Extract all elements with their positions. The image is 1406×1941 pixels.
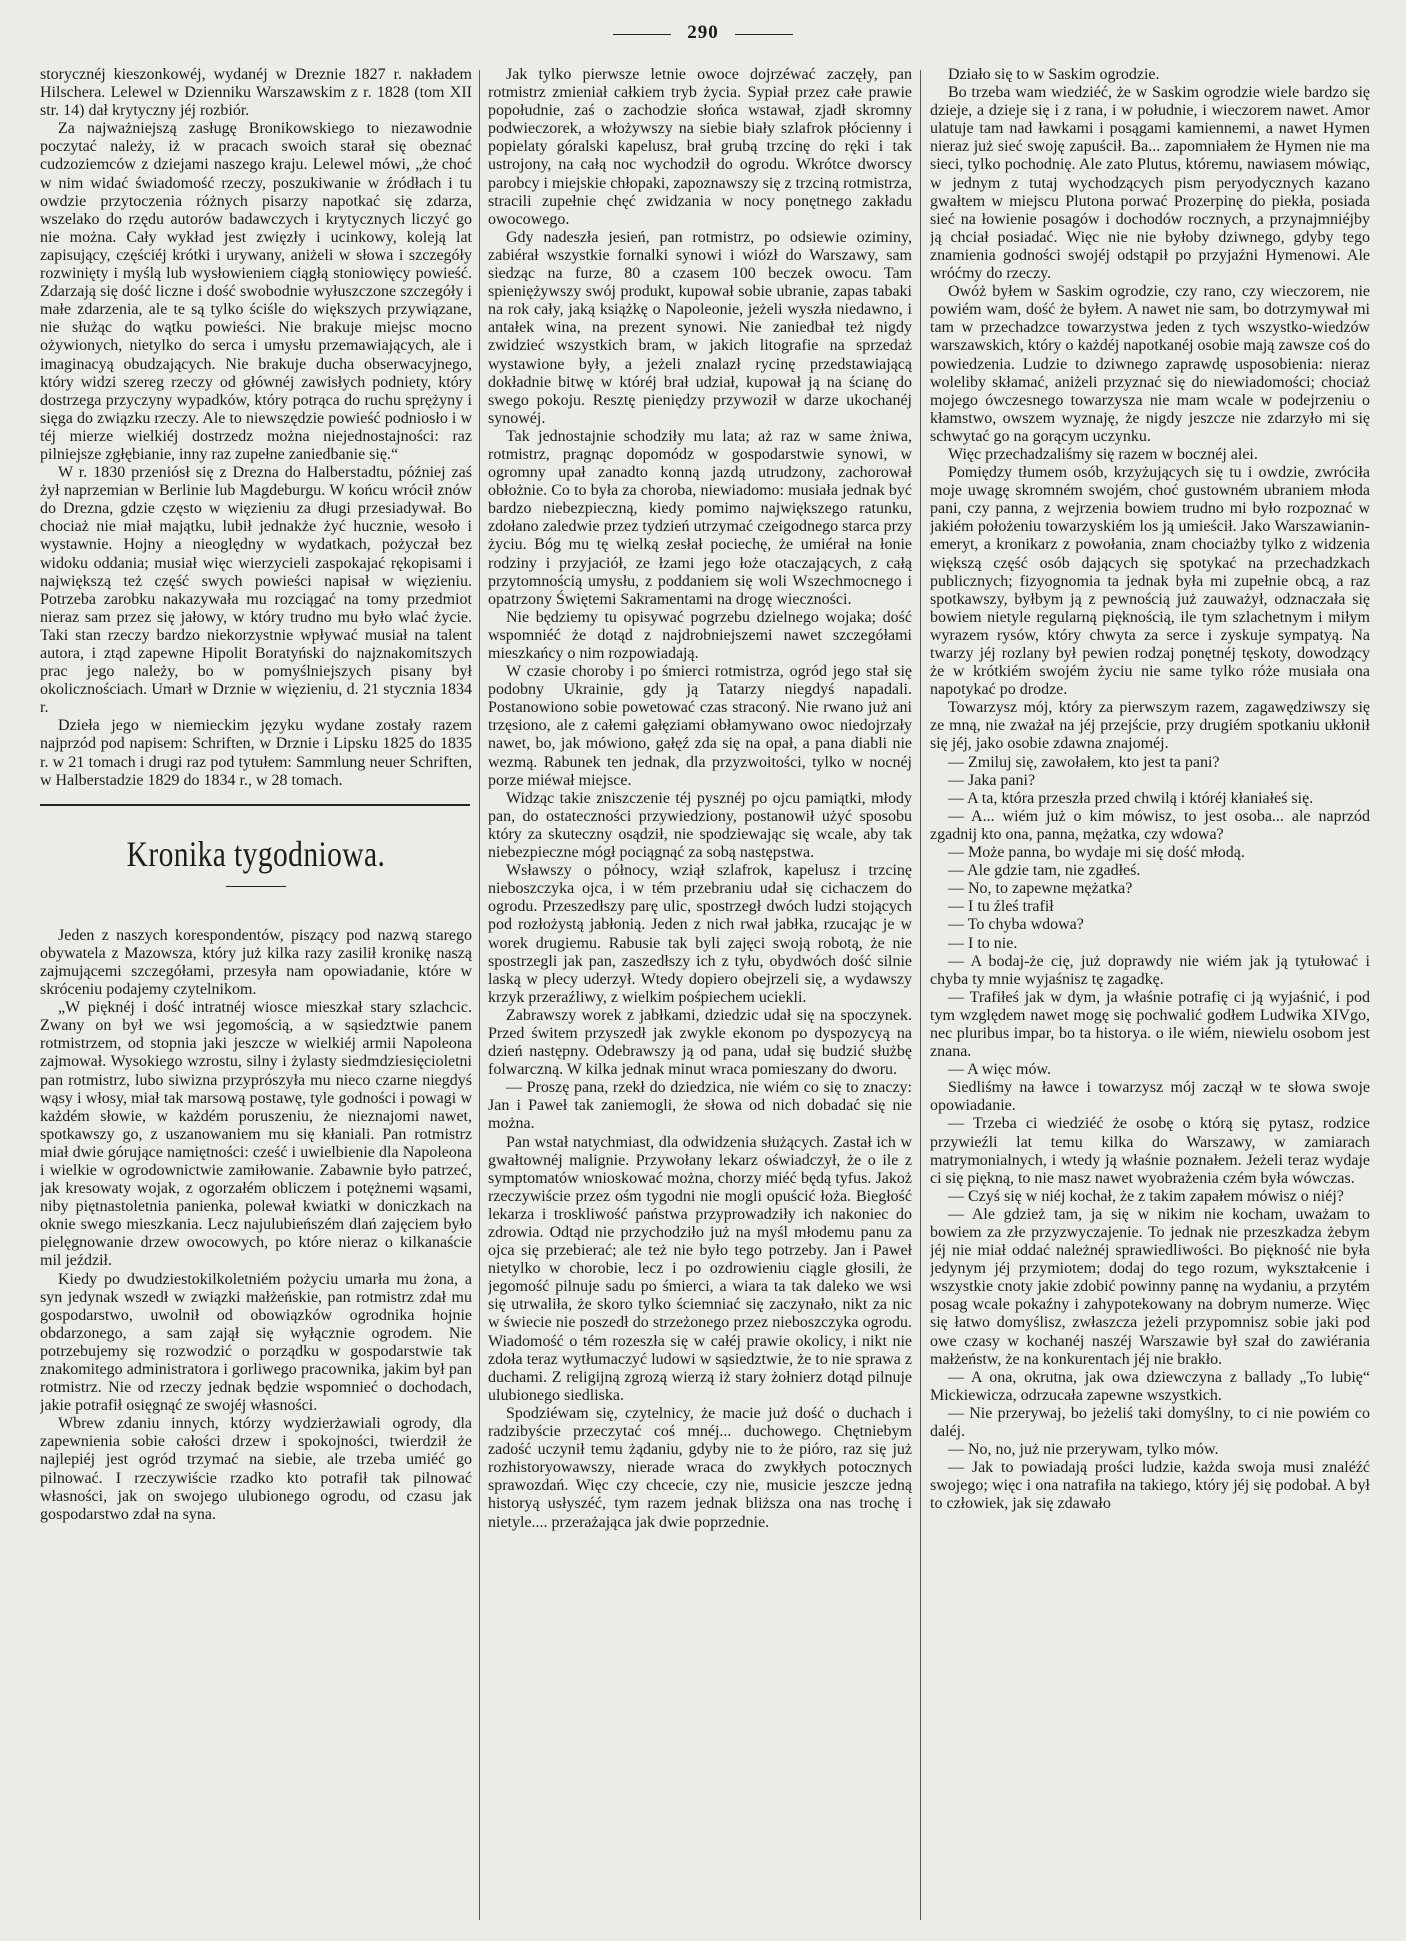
paragraph: Bo trzeba wam wiedziéć, że w Saskim ogrodzie wiele bardzo się dzieje, a dzieje się i z rana, i w południe, i wieczorem nawet. Amor ulatuje tam nad ławkami i posągami kamiennemi, a nawet Hymen nieraz już sieć swoję zapuścił. Ba... zapomniałem że Hymen nie ma sieci, tylko pochodnię. Ale zato Plutus, któremu, nawiasem mówiąc, w jednym z tutaj wychodzących pism peryodycznych kazano gwałtem w miejscu Plutona porwać Prozerpinę do piekła, posiada sieć na łowienie posagów i dochodów rocznych, a przynajmniéjby ją chciał posiadać. Więc nie nie byłoby dziwnego, gdyby tego znamienia godności swojéj odstąpił po przyjaźni Hymenowi. Ale wróćmy do rzeczy. (930, 84, 1370, 283)
right-column (930, 66, 1370, 1926)
middle-column (488, 66, 912, 1926)
paragraph: Działo się to w Saskim ogrodzie. (948, 66, 1160, 83)
paragraph: W czasie choroby i po śmierci rotmistrza, ogród jego stał się podobny Ukrainie, gdy ją Tatarzy niegdyś napadali. Postanowiono sobie powetować czas straconý. Nie rwano już ani trzęsiono, ale z całemi gałęziami obłamywano owoc niedojrzały nawet, bo, jak mówiono, gałęź zda się na opał, a pana diabli nie wezmą. Rabunek ten jednak, dla przyzwoitości, tylko w nocnéj porze miéwał miejsce. (488, 663, 912, 789)
dialogue-line: — Trzeba ci wiedziéć że osobę o którą się pytasz, rodzice przywieźli lat temu kilka do Warszawy, w zamiarach matrymonialnych, i wtedy ją właśnie poznałem. Jeżeli teraz wydaje ci się piękną, to nie masz nawet wyobrażenia czém była wówczas. (930, 1115, 1370, 1187)
dialogue-line: — Ale gdzież tam, ja się w nikim nie kocham, uważam to bowiem za złe przyzwyczajenie. To jednak nie przeszkadza żebym jéj nie miał oddać należnéj sprawiedliwości. Bo piękność nie była jedynym jéj przymiotem; dodaj do tego rozum, wykształcenie i wszystkie cnoty jakie zdobić powinny pannę na wydaniu, a przytém posag wcale pokaźny i zahypotekowany na dobrym numerze. Więc się łatwo domyślisz, zwłaszcza jeżeli przypomnisz sobie jaki pod owe czasy w kochanéj naszéj Warszawie był szał do zawiérania małżeństw, że na konkurentach jéj nie brakło. (930, 1205, 1370, 1368)
chronicle-start (40, 927, 472, 1524)
paragraph: Wsławszy o północy, wziął szlafrok, kapelusz i trzcinę nieboszczyka ojca, i w tém przebraniu udał się cichaczem do ogrodu. Przeszedłszy parę ulic, spostrzegł dwóch ludzi stojących pod rozłożystą jabłonią. Jeden z nich rwał jabłka, rzucając je w worek drugiemu. Rabusie tak byli zajęci swoją robotą, że nie spostrzegli jak pan, zaszedłszy ich z tyłu, obydwóch dość silnie laską w plecy uderzył. Wtedy dopiero obejrzeli się, a wydawszy krzyk przeraźliwy, z wielkim pośpiechem uciekli. (488, 862, 912, 1006)
paragraph: Zabrawszy worek z jabłkami, dziedzic udał się na spoczynek. Przed świtem przyszedł jak zwykle ekonom po dyspozycyą na dzień następny. Odebrawszy ją od pana, udał się budzić służbę folwarczną. W kilka jednak minut wraca pomieszany do dworu. (488, 1006, 912, 1079)
dialogue-line: — Czyś się w niéj kochał, że z takim zapałem mówisz o niéj? (948, 1187, 1344, 1205)
paragraph: Więc przechadzaliśmy się razem w bocznéj alei. (948, 445, 1258, 463)
biography-continuation (40, 66, 472, 790)
page-number: 290 (687, 22, 719, 43)
paragraph: Tak jednostajnie schodziły mu lata; aż raz w same żniwa, rotmistrz, pragnąc dopomódz w gospodarstwie synowi, w ogromny upał zanadto konną jazdą utrudzony, zachorował obłożnie. Co to była za choroba, niewiadomo: musiała jednak być bardzo niebezpieczną, kiedy pomimo największego ratunku, zdołano zaledwie przez tydzień utrzymać czeigodnego starca przy życiu. Bóg mu tę wielką zesłał pociechę, że umiérał na łonie rodziny i przyjaciół, ze łzami jego łoże otaczających, z całą przytomnością umysłu, z poddaniem się woli Wszechmocnego i opatrzony Świętemi Sakramentami na drogę wieczności. (488, 427, 912, 608)
paragraph: Spodziéwam się, czytelnicy, że macie już dość o duchach i radzibyście przeczytać coś mnéj... duchowego. Chętniebym zadość uczynił temu żądaniu, gdyby nie to że pióro, raz się już rozhistoryowawszy, nierade wraca do zwykłych potocznych sprawozdań. Więc czy chcecie, czy nie, musicie jeszcze jedną historyą usłyszéć, tym razem jednak bliższa ona nas trochę i nietyle.... przerażająca jak dwie poprzednie. (488, 1404, 912, 1531)
dialogue-line: — Jaka pani? (948, 771, 1036, 789)
dialogue-line: — A ona, okrutna, jak owa dziewczyna z ballady „To lubię“ Mickiewicza, odrzucała zapewne wszystkich. (930, 1368, 1370, 1404)
dialogue-line: — Nie przerywaj, bo jeżeliś taki domyślny, to ci nie powiém co daléj. (930, 1404, 1370, 1441)
column-divider-2 (920, 70, 921, 1920)
dialogue-line: — Może panna, bo wydaje mi się dość młodą. (948, 844, 1245, 862)
paragraph: Jak tylko pierwsze letnie owoce dojrzéwać zaczęły, pan rotmistrz zmieniał całkiem tryb życia. Sypiał przez całe prawie popołudnie, zaś o zachodzie słońca wstawał, zjadł skromny podwieczorek, a włożywszy na siebie biały szlafrok płócienny i popielaty góralski kapelusz, brał grubą trzcinę do ręki i tak ustrojony, na całą noc wychodził do ogrodu. Wkrótce dworscy parobcy i miejskie chłopaki, zapoznawszy się z trzciną rotmistrza, stracili zupełnie chęć zwidzania w nocy ponętnego zakładu owocowego. (488, 66, 912, 228)
header-rule-right (735, 34, 793, 35)
dialogue-line: — No, no, już nie przerywam, tylko mów. (948, 1441, 1219, 1459)
paragraph: Wbrew zdaniu innych, którzy wydzierżawiali ogrody, dla zapewnienia sobie całości drzew i spokojności, twierdził że najlepiéj jest ogród trzymać na siebie, ale trzeba umiéć go pilnować. I rzeczywiście rzadko kto potrafił tak pilnować własności, jak on swojego ulubionego ogrodu, od czasu jak gospodarstwo zdał na syna. (40, 1415, 472, 1523)
paragraph: Dzieła jego w niemieckim języku wydane zostały razem najprzód pod napisem: Schriften, w Drznie i Lipsku 1825 do 1835 r. w 21 tomach i drugi raz pod tytułem: Sammlung neuer Schriften, w Halberstadzie 1829 do 1834 r., w 28 tomach. (40, 717, 472, 789)
paragraph: Siedliśmy na ławce i towarzysz mój zaczął w te słowa swoje opowiadanie. (930, 1079, 1370, 1115)
paragraph: Kiedy po dwudziestokilkoletniém pożyciu umarła mu żona, a syn jedynak wszedł w związki małżeńskie, pan rotmistrz zdał mu gospodarstwo, uwolnił od obowiązków ogrodnika hojnie obdarzonego, a sam zajął się wyłącznie ogrodem. Nie potrzebujemy się rozwodzić o porządku w gospodarstwie tak znakomitego administratora i gorliwego pracownika, jakim był pan rotmistrz. Nie od rzeczy jednak będzie wspomnieć o dochodach, jakie potrafił osięgnąć ze swojéj własności. (40, 1270, 472, 1415)
paragraph: Gdy nadeszła jesień, pan rotmistrz, po odsiewie oziminy, zabiérał wszystkie fornalki synowi i wiózł do Warszawy, sam siedząc na furze, 80 a czasem 100 beczek owocu. Tam spieniężywszy swój produkt, kupował sobie ubranie, zapas tabaki na rok cały, jaką książkę o Napoleonie, jeżeli wyszła niedawno, i antałek wina, na prezent synowi. Nie zaniedbał też nigdy zwidzieć wszystkich bram, w jakich litografie na sprzedaż wystawione były, a jeżeli znalazł rycinę przedstawiającą dokładnie bitwę w któréj brał udział, kupował ją na ścianę do swego pokoju. Resztę pieniędzy przywoził w darze ukochanéj synowéj. (488, 228, 912, 427)
dialogue-line: — A bodaj-że cię, już doprawdy nie wiém jak ją tytułować i chyba ty mnie wyjaśnisz tę zagadkę. (930, 952, 1370, 988)
section-title: Kronika tygodniowa. (126, 833, 386, 874)
paragraph: Owóż byłem w Saskim ogrodzie, czy rano, czy wieczorem, nie powiém wam, dość że byłem. A nawet nie sam, bo dotrzymywał mi tam w przechadzce towarzystwa jeden z tych wszystko-wiedzów warszawskich, który o każdéj napotkanéj osobie mają zawsze coś do powiedzenia. Ludzie to dziwnego zaprawdę usposobienia: nieraz woleliby skłamać, aniżeli przyznać się do niewiadomości; chociaż mojego ówczesnego towarzysza nie mam wcale w podejrzeniu o kłamstwo, owszem wyznaję, że nigdy jeszcze nie zdarzyło mi się schwytać go na gorącym uczynku. (930, 283, 1370, 445)
left-column (40, 66, 472, 1926)
dialogue-line: — A więc mów. (948, 1061, 1051, 1079)
dialogue-line: — Zmiluj się, zawołałem, kto jest ta pani? (948, 753, 1220, 771)
title-underline (226, 886, 286, 887)
paragraph: Towarzysz mój, który za pierwszym razem, zagawędziwszy się ze mną, nie zważał na jéj przejście, przy drugiém spotkaniu ukłonił się jéj, jako osobie zdawna znajoméj. (930, 699, 1370, 753)
dialogue-line: — Jak to powiadają prości ludzie, każda swoja musi znaléźć swojego; więc i ona natrafiła na takiego, który jéj się podobał. A był to człowiek, jak się zdawało (930, 1459, 1370, 1513)
paragraph: Za najważniejszą zasługę Bronikowskiego to niezawodnie poczytać należy, iż w pracach swoich starał się obeznać cudzoziemców z dziejami naszego kraju. Lelewel mówi, „że choć w nim widać świadomość rzeczy, poszukiwanie w źródłach i tu owdzie przytoczenia różnych pisarzy napotkać się zdarza, wszelako do rzędu autorów badawczych i krytycznych liczyć go nie można. Cały wykład jest zwięzły i ucinkowy, koleją lat zapisujący, częściéj krótki i urywany, aniżeli w słowa i szczegóły rozwinięty i myślą lub wysłowieniem ciągłą stoniowięcy powieść. Zdarzają się dość liczne i dość swobodnie wyłuszczone szczegóły i małe zdarzenia, ale te są tylko ściśle do większych przywiązane, nie służąc do wątku powieści. Nie brakuje miejsc mocno ożywionych, nietylko do serca i umysłu przemawiających, ale i imaginacyą obudzających. Nie brakuje ducha obserwacyjnego, który widzi szereg rzeczy od głównéj zawisłych podniety, który dostrzega przyczyny wypadków, który potrąca do ruchu sprężyny i sięga do związku rzeczy. Ale to niewszędzie powieść podniosło i w téj mierze wielkiéj dostrzedz można niejednostajności: raz pilniejsze zgłębianie, inny raz zupełne zaniedbanie się.“ (40, 120, 472, 463)
paragraph: Jeden z naszych korespondentów, piszący pod nazwą starego obywatela z Mazowsza, który już kilka razy zasilił kronikę naszą zajmującemi szczegółami, przesyła nam opowiadanie, które w skróceniu podajemy czytelnikom. (40, 926, 472, 999)
paragraph: Nie będziemy tu opisywać pogrzebu dzielnego wojaka; dość wspomniéć że dotąd z najdrobniejszemi nawet szczegółami mieszkańcy o nim rozpowiadają. (488, 608, 912, 662)
header-rule-left (613, 34, 671, 35)
dialogue-line: — I to nie. (948, 934, 1018, 952)
dialogue-line: — To chyba wdowa? (948, 916, 1084, 934)
dialogue-line: — Ale gdzie tam, nie zgadłeś. (948, 862, 1141, 880)
paragraph: „W pięknéj i dość intratnéj wiosce mieszkał stary szlachcic. Zwany on był we wsi jegomością, a w sąsiedztwie panem rotmistrzem, od stopnia jaki jeszcze w wielkiéj armii Napoleona zajmował. Wysokiego wzrostu, silny i żylasty siedmdziesięcioletni pan rotmistrz, lubo siwizna przyprószyła mu nieco czarne niegdyś wąsy i włosy, miał tak marsową postawę, tyle godności i powagi w każdém słowie, w każdém poruszeniu, że nieznajomi nawet, spotkawszy go, z uszanowaniem mu się kłaniali. Pan rotmistrz miał dwie górujące namiętności: cześć i uwielbienie dla Napoleona i wielkie w ogrodownictwie zamiłowanie. Zabawnie było patrzeć, jak kresowaty wojak, z ogorzałém obliczem i potężnemi wąsami, niby piętnastoletnia panienka, polewał kwiatki w doniczkach na oknie swego mieszkania. Lecz najulubieńszém dlań zajęciem było pielęgnowanie drzew owocowych, po które nieraz o kilkanaście mil jeździł. (40, 999, 472, 1270)
paragraph: Widząc takie zniszczenie téj pysznéj po ojcu pamiątki, młody pan, do ostateczności przywiedziony, postanowił użyć sposobu który za skuteczny osądził, nie spodziewając się wcale, aby tak niebezpieczne mógł pociągnąć za sobą następstwa. (488, 789, 912, 862)
paragraph: Pomiędzy tłumem osób, krzyżujących się tu i owdzie, zwróciła moje uwagę skromném swojém, choć gustowném ubraniem młoda pani, czy panna, z wejrzenia bowiem trudno mi było rozpoznać w jakiém położeniu towarzyskiém los ją umieścił. Jako Warszawianin-emeryt, a kronikarz z powołania, znam chociażby tylko z widzenia większą część osób dających się spotykać na przechadzkach publicznych; fizyognomia ta jednak była mi zupełnie obcą, a raz spotkawszy, byłbym ją z pewnością już zauważył, odznaczała się bowiem nietyle regularną pięknością, ile tym szlachetnym i miłym wyrazem rysów, który chwyta za serce i zyskuje sympatyą. Na twarzy jéj rozlany był pewien rodzaj ponętnéj tęskoty, dowodzący że w krótkiém swojém życiu nie same tylko róże musiała ona napotykać po drodze. (930, 464, 1370, 699)
dialogue-line: — A... wiém już o kim mówisz, to jest osoba... ale naprzód zgadnij kto ona, panna, mężatka, czy wdowa? (930, 807, 1370, 843)
dialogue-line: — Trafiłeś jak w dym, ja właśnie potrafię ci ją wyjaśnić, i pod tym względem nawet mogę się pochwalić godłem Ludwika XIVgo, nec pluribus impar, bo ta historya. o ile wiém, niewielu osobom jest znana. (930, 988, 1370, 1061)
dialogue-line: — I tu źleś trafił (948, 898, 1054, 916)
column-divider-1 (479, 70, 480, 1920)
paragraph: — Proszę pana, rzekł do dziedzica, nie wiém co się to znaczy: Jan i Paweł tak zaniemogli, że słowa od nich dobadać się nie można. (488, 1079, 912, 1133)
page-header (0, 22, 1406, 62)
paragraph: storycznéj kieszonkowéj, wydanéj w Dreznie 1827 r. nakładem Hilschera. Lelewel w Dzienniku Warszawskim z r. 1828 (tom XII str. 14) dał krytyczny jéj rozbiór. (40, 66, 472, 120)
dialogue-line: — No, to zapewne mężatka? (948, 880, 1133, 898)
dialogue-line: — A ta, która przeszła przed chwilą i któréj kłaniałeś się. (948, 789, 1314, 807)
paragraph: W r. 1830 przeniósł się z Drezna do Halberstadtu, później zaś żył naprzemian w Berlinie lub Magdeburgu. W końcu wrócił znów do Drezna, gdzie często w więzieniu za długi przesiadywał. Bo chociaż nie miał majątku, lubił jednakże żyć hucznie, wesoło i wystawnie. Hojny a nieoględny w wydatkach, pożyczał bez widoku oddania; musiał więc wierzycieli zaspokajać rękopisami i największą też część swych powieści napisał w więzieniu. Potrzeba zarobku nakazywała mu rozciągać na tomy przedmiot nieraz sam przez się jałowy, w który trudno mu było wlać życie. Taki stan rzeczy bardzo niekorzystnie wpływać musiał na talent autora, i ztąd zapewne Hipolit Boratyński do najznakomitszych prac jego należy, bo w pomyślniejszych pisany był okolicznościach. Umarł w Drznie w więzieniu, d. 21 stycznia 1834 r. (40, 464, 472, 717)
section-divider (40, 804, 470, 806)
paragraph: Pan wstał natychmiast, dla odwidzenia służących. Zastał ich w gwałtownéj malignie. Przywołany lekarz oświadczył, że o ile z symptomatów wnioskować można, chorzy miéć będą tyfus. Jakoż rzeczywiście przez ośm tygodni nie mogli opuścić łoża. Biegłość lekarza i troskliwość państwa przyprowadziły ich nakoniec do zdrowia. Odtąd nie przychodziło już na myśl młodemu panu za ojca się przebierać; ale też nie było tego potrzeby. Jan i Paweł nietylko w chorobie, lecz i po ozdrowieniu ciągle głosili, że jegomość pilnuje sadu po śmierci, a wiara ta tak daleko we wsi się utrwaliła, że skoro tylko ściemniać się zaczynało, nikt za nic w świecie nie poszedł do strzeżonego przez nieboszczyka ogrodu. Wiadomość o tém rozeszła się w całéj prawie okolicy, i nikt nie zdoła teraz wytłumaczyć ludowi w sąsiedztwie, że to nie sprawa z duchami. Z religijną zgrozą wierzą iż stary żołnierz dotąd pilnuje ulubionego siedliska. (488, 1133, 912, 1404)
